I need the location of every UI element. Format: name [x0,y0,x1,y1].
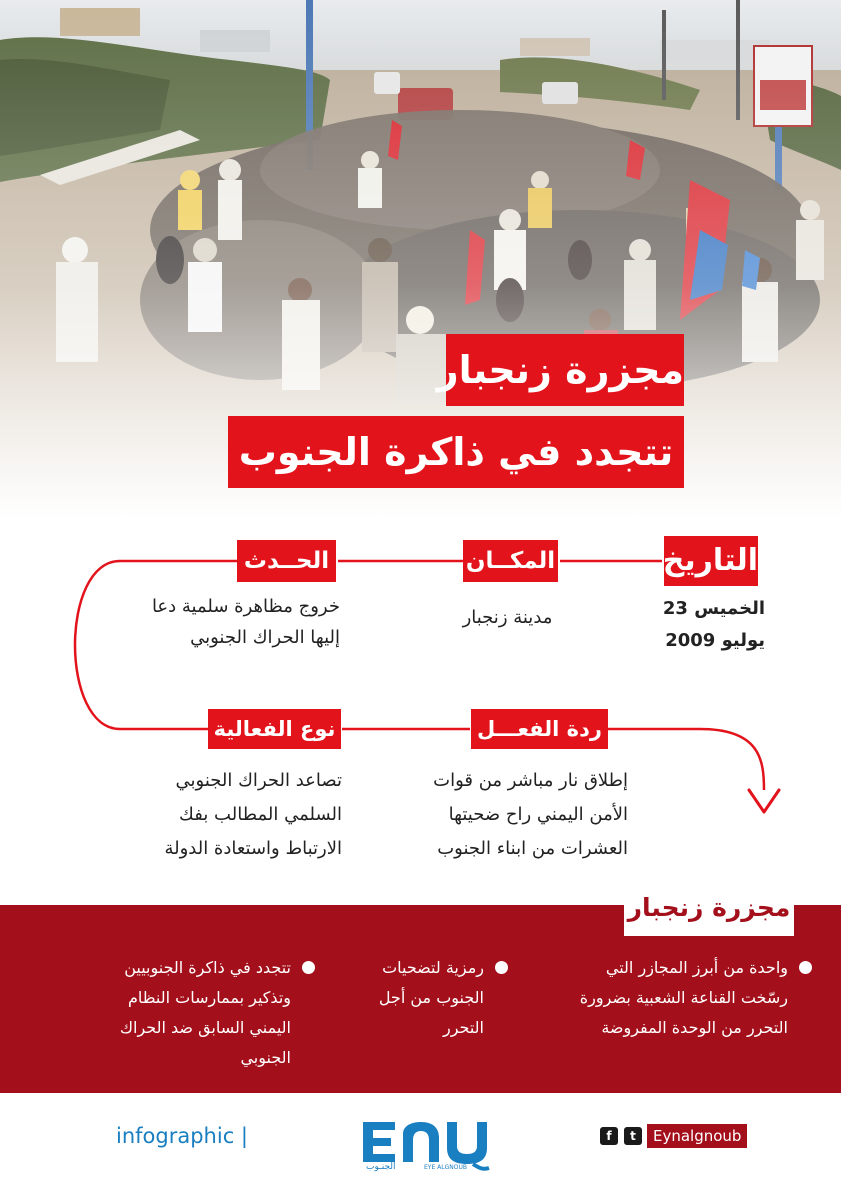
bullet-1-line-1: واحدة من أبرز المجازر التي [605,958,788,977]
label-type: نوع الفعالية [208,709,341,749]
type-line-1: تصاعد الحراك الجنوبي [175,770,342,791]
summary-bullet-3 [60,953,315,1073]
type-line-3: الارتباط واستعادة الدولة [164,838,342,859]
place-text: مدينة زنجبار [462,607,553,628]
event-line-2: إليها الحراك الجنوبي [190,627,340,648]
bullet-3-line-3: اليمني السابق ضد الحراك [119,1018,291,1037]
title-line-2: تتجدد في ذاكرة الجنوب [228,416,684,488]
bullet-2-line-2: الجنوب من أجل [378,988,484,1007]
summary-title: مجزرة زنجبار [624,880,794,936]
title-line-1: مجزرة زنجبار [446,334,684,406]
bullet-3-line-1: تتجدد في ذاكرة الجنوبيين [124,958,291,977]
facebook-icon[interactable]: f [600,1127,618,1145]
bullet-3-line-4: الجنوبي [240,1048,291,1067]
label-event: الحــدث [237,540,336,582]
reaction-line-1: إطلاق نار مباشر من قوات [433,770,628,791]
event-line-1: خروج مظاهرة سلمية دعا [151,596,340,617]
bullet-dot-icon [495,961,508,974]
type-line-2: السلمي المطالب بفك [179,804,342,825]
bullet-dot-icon [302,961,315,974]
event-text [140,591,340,653]
twitter-icon[interactable]: t [624,1127,642,1145]
label-place: المكــان [463,540,558,582]
reaction-text [380,764,628,866]
bullet-2-line-1: رمزية لتضحيات [382,958,484,977]
logo-english-text: EYE ALGNOUB [424,1164,467,1171]
logo-arabic-text: الجنـوب [366,1162,396,1172]
label-date: التاريخ: [664,536,758,586]
reaction-line-2: الأمن اليمني راح ضحيتها [448,804,628,825]
summary-bullet-1 [530,953,812,1043]
date-line-2: يوليو 2009 [665,630,765,651]
summary-bullet-2 [338,953,508,1043]
date-text [615,593,765,657]
bullet-2-line-3: التحرر [442,1018,484,1037]
bullet-1-line-2: رسّخت القناعة الشعبية بضرورة [579,988,788,1007]
timeline-arrow-icon [749,790,779,812]
reaction-line-3: العشرات من ابناء الجنوب [437,838,628,859]
type-text [110,764,342,866]
bullet-1-line-3: التحرر من الوحدة المفروضة [601,1018,788,1037]
date-line-1: الخميس 23 [662,598,765,619]
bullet-dot-icon [799,961,812,974]
bullet-3-line-2: وتذكير بممارسات النظام [128,988,291,1007]
social-handle[interactable]: Eynalgnoub [647,1124,747,1148]
infographic-label: infographic | [116,1124,248,1148]
label-reaction: ردة الفعـــل [471,709,608,749]
